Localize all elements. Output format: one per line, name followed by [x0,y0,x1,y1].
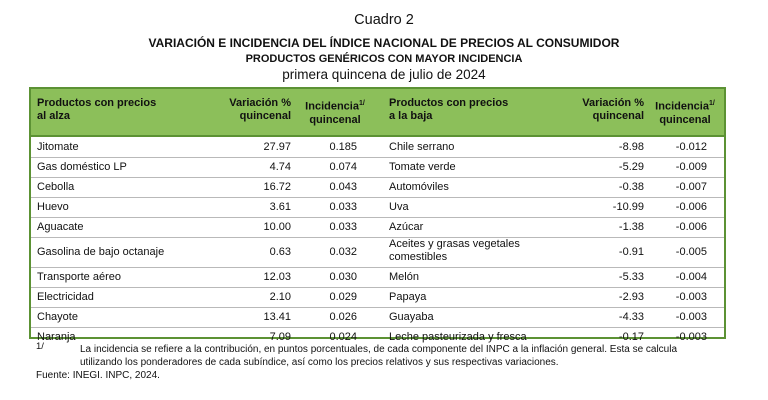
cell-up-variation: 12.03 [263,271,291,283]
table-number: Cuadro 2 [354,12,414,28]
cell-down-product: Azúcar [389,221,424,233]
cell-up-variation: 0.63 [269,246,291,258]
cell-up-variation: 2.10 [269,291,291,303]
cell-up-product: Naranja [37,331,76,343]
cell-down-incidence: -0.006 [675,201,707,213]
table-header-row [31,89,724,137]
cell-down-variation: -5.29 [618,161,644,173]
cell-up-product: Transporte aéreo [37,271,121,283]
table-row [31,177,724,198]
table-title: VARIACIÓN E INCIDENCIA DEL ÍNDICE NACIONAL DE PRECIOS AL CONSUMIDOR [148,36,620,50]
cell-up-product: Jitomate [37,141,79,153]
cell-up-variation: 27.97 [263,141,291,153]
cell-up-product: Aguacate [37,221,84,233]
cell-down-incidence: -0.005 [675,246,707,258]
table-period: primera quincena de julio de 2024 [282,67,486,82]
cell-down-incidence: -0.003 [675,291,707,303]
table-subtitle: PRODUCTOS GENÉRICOS CON MAYOR INCIDENCIA [245,53,523,65]
table-row [31,237,724,268]
table-row [31,267,724,288]
cell-up-variation: 3.61 [269,201,291,213]
cell-down-variation: -8.98 [618,141,644,153]
table-row [31,197,724,218]
cell-down-incidence: -0.004 [675,271,707,283]
table-row [31,287,724,308]
cell-up-incidence: 0.185 [329,141,357,153]
cell-down-variation: -1.38 [618,221,644,233]
cell-up-incidence: 0.032 [329,246,357,258]
cell-up-incidence: 0.026 [329,311,357,323]
cell-up-product: Huevo [37,201,69,213]
cell-up-variation: 7.09 [269,331,291,343]
cell-up-incidence: 0.024 [329,331,357,343]
header-incidence-2: Incidencia$^{1/}$ quincenal [655,100,715,126]
source-note: Fuente: INEGI. INPC, 2024. [36,370,160,381]
table-row [31,217,724,238]
header-incidence: Incidencia$^{1/}$ quincenal [305,100,365,126]
cell-up-incidence: 0.043 [329,181,357,193]
cell-down-incidence: -0.003 [675,331,707,343]
header-variation: Variación % quincenal [229,97,291,122]
cell-up-incidence: 0.029 [329,291,357,303]
cell-down-product: Chile serrano [389,141,455,153]
cell-down-variation: -0.91 [618,246,644,258]
cell-down-product: Automóviles [389,181,449,193]
cell-down-variation: -4.33 [618,311,644,323]
footnote-text: La incidencia se refiere a la contribución, en puntos porcentuales, de cada componente del INPC a la inflación general. Esta se calcula utilizando los ponderadores de cada subíndice, así como los precios relativos y sus respectivas variaciones. [80,344,678,368]
cell-down-incidence: -0.007 [675,181,707,193]
header-up-products: Productos con precios al alza [37,97,157,122]
cell-down-variation: -2.93 [618,291,644,303]
footnote-marker: 1/ [36,341,44,352]
cell-down-variation: -10.99 [612,201,644,213]
cell-down-product: Aceites y grasas vegetales comestibles [389,238,520,263]
cell-up-product: Electricidad [37,291,94,303]
header-variation-2: Variación % quincenal [582,97,644,122]
cell-up-incidence: 0.074 [329,161,357,173]
cell-up-variation: 4.74 [269,161,291,173]
cell-down-variation: -0.38 [618,181,644,193]
cell-up-product: Cebolla [37,181,75,193]
cell-down-product: Uva [389,201,409,213]
cell-down-product: Melón [389,271,419,283]
table-row [31,157,724,178]
cell-down-product: Guayaba [389,311,434,323]
cell-down-product: Papaya [389,291,427,303]
cell-up-incidence: 0.030 [329,271,357,283]
cell-down-incidence: -0.012 [675,141,707,153]
cell-up-variation: 13.41 [263,311,291,323]
cell-down-incidence: -0.009 [675,161,707,173]
cell-up-product: Chayote [37,311,78,323]
inpc-table [29,87,726,343]
cell-down-product: Leche pasteurizada y fresca [389,331,527,343]
header-down-products: Productos con precios a la baja [389,97,509,122]
cell-down-incidence: -0.006 [675,221,707,233]
table-row [31,137,724,158]
cell-down-variation: -5.33 [618,271,644,283]
cell-down-variation: -0.17 [618,331,644,343]
cell-down-product: Tomate verde [389,161,456,173]
cell-down-incidence: -0.003 [675,311,707,323]
cell-up-product: Gas doméstico LP [37,161,127,173]
cell-up-product: Gasolina de bajo octanaje [37,246,165,258]
cell-up-variation: 10.00 [263,221,291,233]
cell-up-incidence: 0.033 [329,201,357,213]
cell-up-incidence: 0.033 [329,221,357,233]
table-row [31,307,724,328]
cell-up-variation: 16.72 [263,181,291,193]
